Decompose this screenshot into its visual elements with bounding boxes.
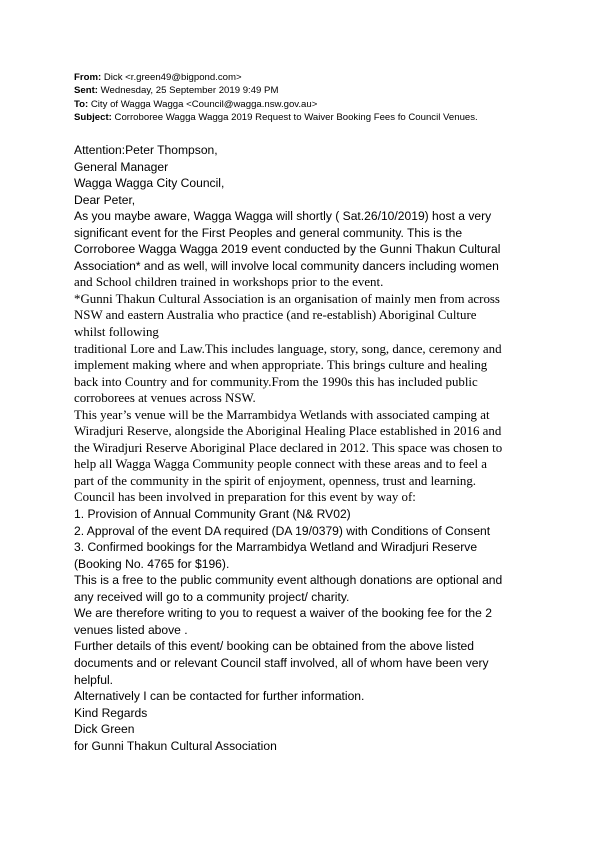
body-line: corroborees at venues across NSW.: [74, 391, 256, 406]
body-line: Further details of this event/ booking can be obtained from the above listed: [74, 639, 475, 654]
body-line: Dear Peter,: [74, 192, 136, 207]
sent-row: [74, 84, 478, 97]
body-line: Kind Regards: [74, 705, 148, 720]
body-line: Wagga Wagga City Council,: [74, 176, 225, 191]
body-line: Wiradjuri Reserve, alongside the Aboriginal Healing Place established in 2016 and: [74, 424, 502, 439]
body-line: We are therefore writing to you to request a waiver of the booking fee for the 2: [74, 606, 492, 621]
body-line: for Gunni Thakun Cultural Association: [74, 738, 277, 753]
body-line: venues listed above .: [74, 622, 188, 637]
body-line: *Gunni Thakun Cultural Association is an organisation of mainly men from across: [74, 291, 500, 306]
body-line: Dick Green: [74, 722, 135, 737]
subject-label: Subject:: [74, 111, 112, 123]
body-line: 3. Confirmed bookings for the Marrambidya Wetland and Wiradjuri Reserve: [74, 540, 478, 555]
to-row: [74, 98, 478, 111]
sent-value: Wednesday, 25 September 2019 9:49 PM: [100, 85, 279, 97]
letter-body: [74, 142, 534, 754]
body-line: and School children trained in workshops prior to the event.: [74, 275, 384, 290]
from-row: [74, 71, 478, 84]
body-line: back into Country and for community.From the 1990s this has included public: [74, 374, 478, 389]
subject-row: [74, 111, 478, 124]
body-line: traditional Lore and Law.This includes language, story, song, dance, ceremony and: [74, 341, 502, 356]
body-line: Alternatively I can be contacted for further information.: [74, 689, 365, 704]
body-line: significant event for the First Peoples and general community. This is the: [74, 225, 463, 240]
from-value: Dick <r.green49@bigpond.com>: [103, 72, 242, 83]
body-line: part of the community in the spirit of enjoyment, openness, trust and learning.: [74, 473, 477, 488]
body-line: any received will go to a community project/ charity.: [74, 589, 350, 604]
body-line: This year’s venue will be the Marrambidya Wetlands with associated camping at: [74, 407, 490, 422]
body-line: documents and or relevant Council staff involved, all of whom have been very: [74, 655, 489, 670]
body-line: Council has been involved in preparation for this event by way of:: [74, 490, 416, 505]
body-line: General Manager: [74, 159, 169, 174]
subject-value: Corroboree Wagga Wagga 2019 Request to Waiver Booking Fees fo Council Venues.: [114, 111, 478, 123]
body-line: 1. Provision of Annual Community Grant (N& RV02): [74, 507, 351, 522]
body-line: NSW and eastern Australia who practice (and re-establish) Aboriginal Culture: [74, 308, 477, 323]
body-line: This is a free to the public community event although donations are optional and: [74, 573, 503, 588]
body-line: helpful.: [74, 672, 113, 687]
body-line: Attention:Peter Thompson,: [74, 143, 218, 157]
body-line: Corroboree Wagga Wagga 2019 event conducted by the Gunni Thakun Cultural: [74, 242, 501, 257]
body-line: implement making where and when appropriate. This brings culture and healing: [74, 358, 488, 373]
sent-label: Sent:: [74, 85, 98, 97]
body-line: As you maybe aware, Wagga Wagga will shortly ( Sat.26/10/2019) host a very: [74, 209, 492, 224]
body-line: the Wiradjuri Reserve Aboriginal Place declared in 2012. This space was chosen to: [74, 440, 503, 455]
body-line: Association* and as well, will involve local community dancers including women: [74, 258, 499, 273]
body-line: whilst following: [74, 325, 159, 340]
to-value: City of Wagga Wagga <Council@wagga.nsw.gov.au>: [90, 98, 318, 110]
email-header: [74, 71, 478, 124]
to-label: To:: [74, 98, 89, 110]
body-line: help all Wagga Wagga Community people connect with these areas and to feel a: [74, 457, 488, 472]
from-label: From:: [74, 72, 102, 83]
body-line: (Booking No. 4765 for $196).: [74, 556, 230, 571]
body-line: 2. Approval of the event DA required (DA 19/0379) with Conditions of Consent: [74, 523, 491, 538]
